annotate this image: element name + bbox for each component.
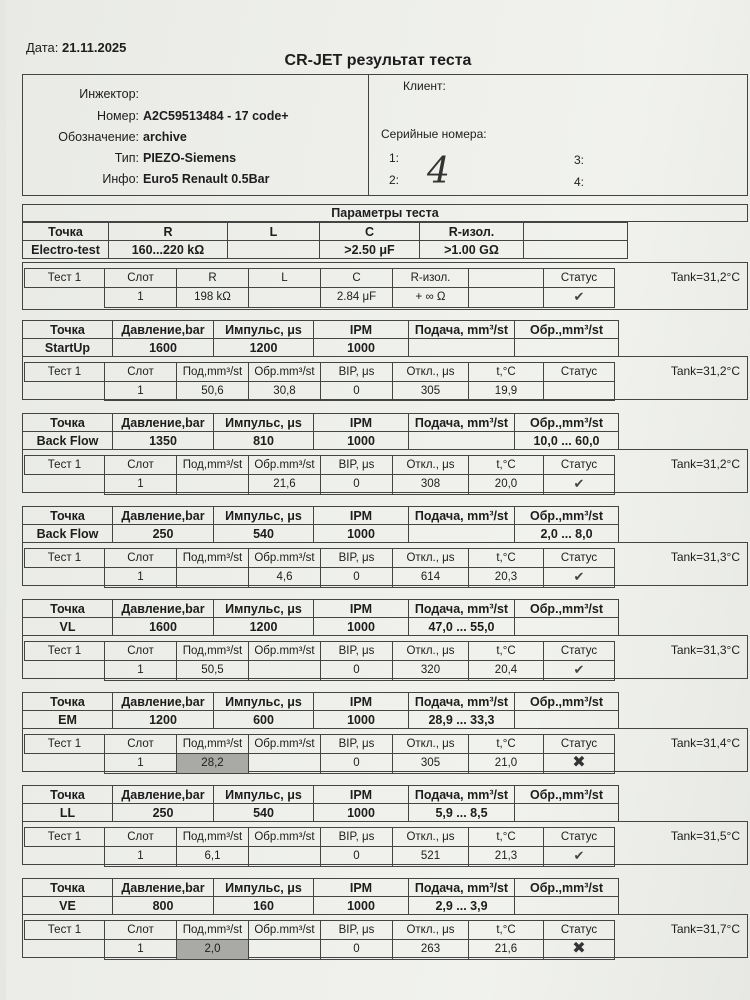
rh-feed: Под,mm³/st [177, 735, 249, 754]
bip-value: 0 [321, 754, 393, 774]
deviation-value: 521 [393, 847, 469, 867]
test-results-table [24, 734, 615, 774]
back-value: 21,6 [249, 475, 321, 495]
feed-range: 5,9 ... 8,5 [409, 804, 515, 822]
test-report-sheet [6, 0, 750, 1000]
col-ipm: IPM [314, 507, 409, 525]
back-range [515, 897, 619, 915]
blank-cell [25, 475, 105, 495]
pressure-value: 1200 [113, 711, 214, 729]
slot-value: 1 [105, 288, 177, 308]
back-value [249, 940, 321, 960]
test-results-table [24, 920, 615, 960]
rh-bip: BIP, μs [321, 456, 393, 475]
rh-back: Обр.mm³/st [249, 828, 321, 847]
feed-range [409, 432, 515, 450]
handwritten-serial: 4 [427, 151, 450, 192]
col-pressure: Давление,bar [113, 321, 214, 339]
back-value: 30,8 [249, 382, 321, 401]
status-value [544, 661, 615, 681]
col-feed: Подача, mm³/st [409, 507, 515, 525]
temperature-value: 19,9 [469, 382, 544, 401]
col-point: Точка [23, 223, 109, 241]
feed-value [177, 475, 249, 495]
temperature-value: 21,0 [469, 754, 544, 774]
col-back: Обр.,mm³/st [515, 507, 619, 525]
rh-slot: Слот [105, 828, 177, 847]
col-pressure: Давление,bar [113, 786, 214, 804]
slot-value: 1 [105, 475, 177, 495]
col-empty [524, 223, 628, 241]
rh-deviation: Откл., μs [393, 921, 469, 940]
rh-bip: BIP, μs [321, 735, 393, 754]
status-value [544, 940, 615, 960]
pulse-value: 810 [214, 432, 314, 450]
rh-status: Статус [544, 735, 615, 754]
col-pressure: Давление,bar [113, 414, 214, 432]
electro-params-table [22, 222, 628, 259]
blank-cell [25, 288, 105, 308]
col-pulse: Импульс, μs [214, 600, 314, 618]
blank-cell [25, 940, 105, 960]
status-value [544, 475, 615, 495]
rh-temperature: t,°C [469, 363, 544, 382]
rh-temperature: t,°C [469, 456, 544, 475]
r-value: 198 kΩ [177, 288, 249, 308]
col-point: Точка [23, 600, 113, 618]
slot-value: 1 [105, 568, 177, 588]
test-label: Тест 1 [25, 735, 105, 754]
point-value: Electro-test [23, 241, 109, 259]
date-label: Дата: [26, 40, 59, 55]
serial-4-label: 4: [574, 175, 585, 189]
back-value [249, 661, 321, 681]
point-value: Back Flow [23, 525, 113, 543]
pressure-value: 250 [113, 525, 214, 543]
test-params-table [22, 878, 619, 915]
back-value [249, 754, 321, 774]
rh-deviation: Откл., μs [393, 642, 469, 661]
col-back: Обр.,mm³/st [515, 879, 619, 897]
rh-deviation: Откл., μs [393, 363, 469, 382]
tank-temperature: Tank=31,2°C [670, 364, 740, 378]
feed-value: 50,6 [177, 382, 249, 401]
point-value: Back Flow [23, 432, 113, 450]
rh-feed: Под,mm³/st [177, 549, 249, 568]
col-ipm: IPM [314, 693, 409, 711]
test-label: Тест 1 [25, 549, 105, 568]
col-pressure: Давление,bar [113, 600, 214, 618]
l-range [228, 241, 320, 259]
test-label: Тест 1 [25, 828, 105, 847]
ipm-value: 1000 [314, 804, 409, 822]
checkmark-icon: ✔ [573, 662, 585, 677]
rh-back: Обр.mm³/st [249, 456, 321, 475]
rh-bip: BIP, μs [321, 921, 393, 940]
type-value: PIEZO-Siemens [143, 151, 237, 165]
col-feed: Подача, mm³/st [409, 321, 515, 339]
status-value [544, 754, 615, 774]
rh-feed: Под,mm³/st [177, 921, 249, 940]
rh-slot: Слот [105, 921, 177, 940]
injector-label: Инжектор: [79, 87, 139, 101]
feed-value: 6,1 [177, 847, 249, 867]
point-value: VL [23, 618, 113, 636]
feed-range: 28,9 ... 33,3 [409, 711, 515, 729]
rh-deviation: Откл., μs [393, 828, 469, 847]
col-pulse: Импульс, μs [214, 879, 314, 897]
test-params-table [22, 413, 619, 450]
client-label: Клиент: [403, 79, 446, 93]
tank-temperature: Tank=31,3°C [670, 643, 740, 657]
rh-status: Статус [544, 363, 615, 382]
back-range [515, 804, 619, 822]
electro-results-table [24, 268, 615, 308]
col-l: L [228, 223, 320, 241]
rh-status: Статус [544, 549, 615, 568]
col-feed: Подача, mm³/st [409, 786, 515, 804]
serial-2-label: 2: [389, 173, 400, 187]
ipm-value: 1000 [314, 711, 409, 729]
deviation-value: 320 [393, 661, 469, 681]
pressure-value: 1600 [113, 618, 214, 636]
deviation-value: 308 [393, 475, 469, 495]
pulse-value: 540 [214, 804, 314, 822]
slot-value: 1 [105, 847, 177, 867]
feed-value: 28,2 [177, 754, 249, 774]
rh-deviation: Откл., μs [393, 735, 469, 754]
slot-value: 1 [105, 661, 177, 681]
rh-status: Статус [544, 269, 615, 288]
report-title: CR-JET результат теста [284, 52, 472, 69]
test-results-table [24, 455, 615, 495]
back-range: 2,0 ... 8,0 [515, 525, 619, 543]
ipm-value: 1000 [314, 897, 409, 915]
test-params-table [22, 599, 619, 636]
feed-value: 2,0 [177, 940, 249, 960]
temperature-value: 20,4 [469, 661, 544, 681]
serials-label: Серийные номера: [381, 127, 487, 141]
col-point: Точка [23, 507, 113, 525]
tank-temperature: Tank=31,3°C [670, 550, 740, 564]
col-back: Обр.,mm³/st [515, 786, 619, 804]
ipm-value: 1000 [314, 525, 409, 543]
designation-label: Обозначение: [58, 130, 139, 144]
col-back: Обр.,mm³/st [515, 414, 619, 432]
feed-range: 47,0 ... 55,0 [409, 618, 515, 636]
temperature-value: 21,6 [469, 940, 544, 960]
col-pulse: Импульс, μs [214, 414, 314, 432]
serial-3-label: 3: [574, 153, 585, 167]
col-point: Точка [23, 786, 113, 804]
feed-range [409, 525, 515, 543]
checkmark-icon: ✔ [573, 476, 585, 491]
blank-cell [25, 754, 105, 774]
date-value: 21.11.2025 [62, 40, 127, 55]
rh-feed: Под,mm³/st [177, 456, 249, 475]
serial-1-label: 1: [389, 151, 400, 165]
temperature-value: 21,3 [469, 847, 544, 867]
number-label: Номер: [97, 109, 139, 123]
feed-range: 2,9 ... 3,9 [409, 897, 515, 915]
col-back: Обр.,mm³/st [515, 321, 619, 339]
pressure-value: 250 [113, 804, 214, 822]
back-range [515, 711, 619, 729]
status-value [544, 382, 615, 401]
temperature-value: 20,0 [469, 475, 544, 495]
pressure-value: 800 [113, 897, 214, 915]
rh-feed: Под,mm³/st [177, 828, 249, 847]
ipm-value: 1000 [314, 618, 409, 636]
rh-slot: Слот [105, 735, 177, 754]
col-pressure: Давление,bar [113, 507, 214, 525]
rh-bip: BIP, μs [321, 642, 393, 661]
info-label: Инфо: [102, 172, 139, 186]
deviation-value: 263 [393, 940, 469, 960]
test-params-table [22, 785, 619, 822]
rh-temperature: t,°C [469, 921, 544, 940]
pulse-value: 540 [214, 525, 314, 543]
test-results-table [24, 641, 615, 681]
test-params-table [22, 692, 619, 729]
blank-cell [25, 661, 105, 681]
col-pulse: Импульс, μs [214, 786, 314, 804]
rh-slot: Слот [105, 549, 177, 568]
deviation-value: 614 [393, 568, 469, 588]
col-back: Обр.,mm³/st [515, 600, 619, 618]
col-pulse: Импульс, μs [214, 321, 314, 339]
info-divider [368, 75, 369, 195]
blank-cell [25, 382, 105, 401]
rh-status: Статус [544, 921, 615, 940]
back-range [515, 618, 619, 636]
ipm-value: 1000 [314, 339, 409, 357]
rh-back: Обр.mm³/st [249, 642, 321, 661]
cross-icon: ✖ [572, 940, 586, 957]
test-results-table [24, 362, 615, 401]
bip-value: 0 [321, 382, 393, 401]
pulse-value: 160 [214, 897, 314, 915]
rh-empty [469, 269, 544, 288]
rh-deviation: Откл., μs [393, 456, 469, 475]
status-value [544, 847, 615, 867]
col-ipm: IPM [314, 600, 409, 618]
rh-status: Статус [544, 456, 615, 475]
rh-slot: Слот [105, 363, 177, 382]
col-pressure: Давление,bar [113, 879, 214, 897]
number-value: A2C59513484 - 17 code+ [143, 109, 289, 123]
rh-temperature: t,°C [469, 828, 544, 847]
rh-c: C [321, 269, 393, 288]
rh-feed: Под,mm³/st [177, 642, 249, 661]
feed-range [409, 339, 515, 357]
col-ipm: IPM [314, 879, 409, 897]
pulse-value: 1200 [214, 339, 314, 357]
bip-value: 0 [321, 568, 393, 588]
tank-temperature: Tank=31,4°C [670, 736, 740, 750]
back-range: 10,0 ... 60,0 [515, 432, 619, 450]
pressure-value: 1350 [113, 432, 214, 450]
rh-r: R [177, 269, 249, 288]
bip-value: 0 [321, 475, 393, 495]
col-feed: Подача, mm³/st [409, 600, 515, 618]
back-value [249, 847, 321, 867]
rh-back: Обр.mm³/st [249, 363, 321, 382]
point-value: EM [23, 711, 113, 729]
col-back: Обр.,mm³/st [515, 693, 619, 711]
col-r: R [109, 223, 228, 241]
col-riso: R-изол. [420, 223, 524, 241]
tank-temperature: Tank=31,7°C [670, 922, 740, 936]
col-feed: Подача, mm³/st [409, 693, 515, 711]
blank-cell [25, 847, 105, 867]
col-ipm: IPM [314, 786, 409, 804]
test-results-table [24, 548, 615, 588]
back-value: 4,6 [249, 568, 321, 588]
checkmark-icon: ✔ [573, 289, 585, 304]
col-point: Точка [23, 321, 113, 339]
col-ipm: IPM [314, 414, 409, 432]
col-pulse: Импульс, μs [214, 507, 314, 525]
bip-value: 0 [321, 940, 393, 960]
col-point: Точка [23, 879, 113, 897]
rh-slot: Слот [105, 456, 177, 475]
temperature-value: 20,3 [469, 568, 544, 588]
bip-value: 0 [321, 847, 393, 867]
rh-l: L [249, 269, 321, 288]
back-range [515, 339, 619, 357]
c-value: 2.84 μF [321, 288, 393, 308]
bip-value: 0 [321, 661, 393, 681]
injector-info-box [22, 74, 748, 196]
rh-feed: Под,mm³/st [177, 363, 249, 382]
col-point: Точка [23, 693, 113, 711]
tank-temperature: Tank=31,2°C [670, 457, 740, 471]
rh-riso: R-изол. [393, 269, 469, 288]
col-ipm: IPM [314, 321, 409, 339]
riso-range: >1.00 GΩ [420, 241, 524, 259]
pulse-value: 600 [214, 711, 314, 729]
ipm-value: 1000 [314, 432, 409, 450]
rh-back: Обр.mm³/st [249, 921, 321, 940]
feed-value [177, 568, 249, 588]
status-value [544, 288, 615, 308]
tank-temperature: Tank=31,5°C [670, 829, 740, 843]
col-c: C [320, 223, 420, 241]
info-value: Euro5 Renault 0.5Bar [143, 172, 270, 186]
blank-cell [25, 568, 105, 588]
slot-value: 1 [105, 940, 177, 960]
r-range: 160...220 kΩ [109, 241, 228, 259]
designation-value: archive [143, 130, 187, 144]
l-value [249, 288, 321, 308]
status-value [544, 568, 615, 588]
test-label: Тест 1 [25, 456, 105, 475]
empty-cell [524, 241, 628, 259]
rh-back: Обр.mm³/st [249, 735, 321, 754]
rh-temperature: t,°C [469, 549, 544, 568]
tank-temperature: Tank=31,2°C [670, 270, 740, 284]
rh-slot: Слот [105, 269, 177, 288]
rh-temperature: t,°C [469, 735, 544, 754]
slot-value: 1 [105, 754, 177, 774]
rh-bip: BIP, μs [321, 363, 393, 382]
rh-deviation: Откл., μs [393, 549, 469, 568]
slot-value: 1 [105, 382, 177, 401]
c-range: >2.50 μF [320, 241, 420, 259]
test-parameters-title: Параметры теста [22, 204, 748, 222]
test-label: Тест 1 [25, 269, 105, 288]
rh-bip: BIP, μs [321, 549, 393, 568]
riso-value: + ∞ Ω [393, 288, 469, 308]
test-label: Тест 1 [25, 921, 105, 940]
test-results-table [24, 827, 615, 867]
rh-status: Статус [544, 642, 615, 661]
rh-status: Статус [544, 828, 615, 847]
point-value: StartUp [23, 339, 113, 357]
test-params-table [22, 320, 619, 357]
checkmark-icon: ✔ [573, 848, 585, 863]
test-label: Тест 1 [25, 363, 105, 382]
rh-bip: BIP, μs [321, 828, 393, 847]
rh-slot: Слот [105, 642, 177, 661]
empty-value [469, 288, 544, 308]
point-value: LL [23, 804, 113, 822]
checkmark-icon: ✔ [573, 569, 585, 584]
pulse-value: 1200 [214, 618, 314, 636]
test-params-table [22, 506, 619, 543]
col-pulse: Импульс, μs [214, 693, 314, 711]
feed-value: 50,5 [177, 661, 249, 681]
col-point: Точка [23, 414, 113, 432]
col-feed: Подача, mm³/st [409, 879, 515, 897]
point-value: VE [23, 897, 113, 915]
deviation-value: 305 [393, 754, 469, 774]
deviation-value: 305 [393, 382, 469, 401]
rh-back: Обр.mm³/st [249, 549, 321, 568]
test-label: Тест 1 [25, 642, 105, 661]
type-label: Тип: [114, 151, 139, 165]
pressure-value: 1600 [113, 339, 214, 357]
col-feed: Подача, mm³/st [409, 414, 515, 432]
cross-icon: ✖ [572, 754, 586, 771]
rh-temperature: t,°C [469, 642, 544, 661]
col-pressure: Давление,bar [113, 693, 214, 711]
